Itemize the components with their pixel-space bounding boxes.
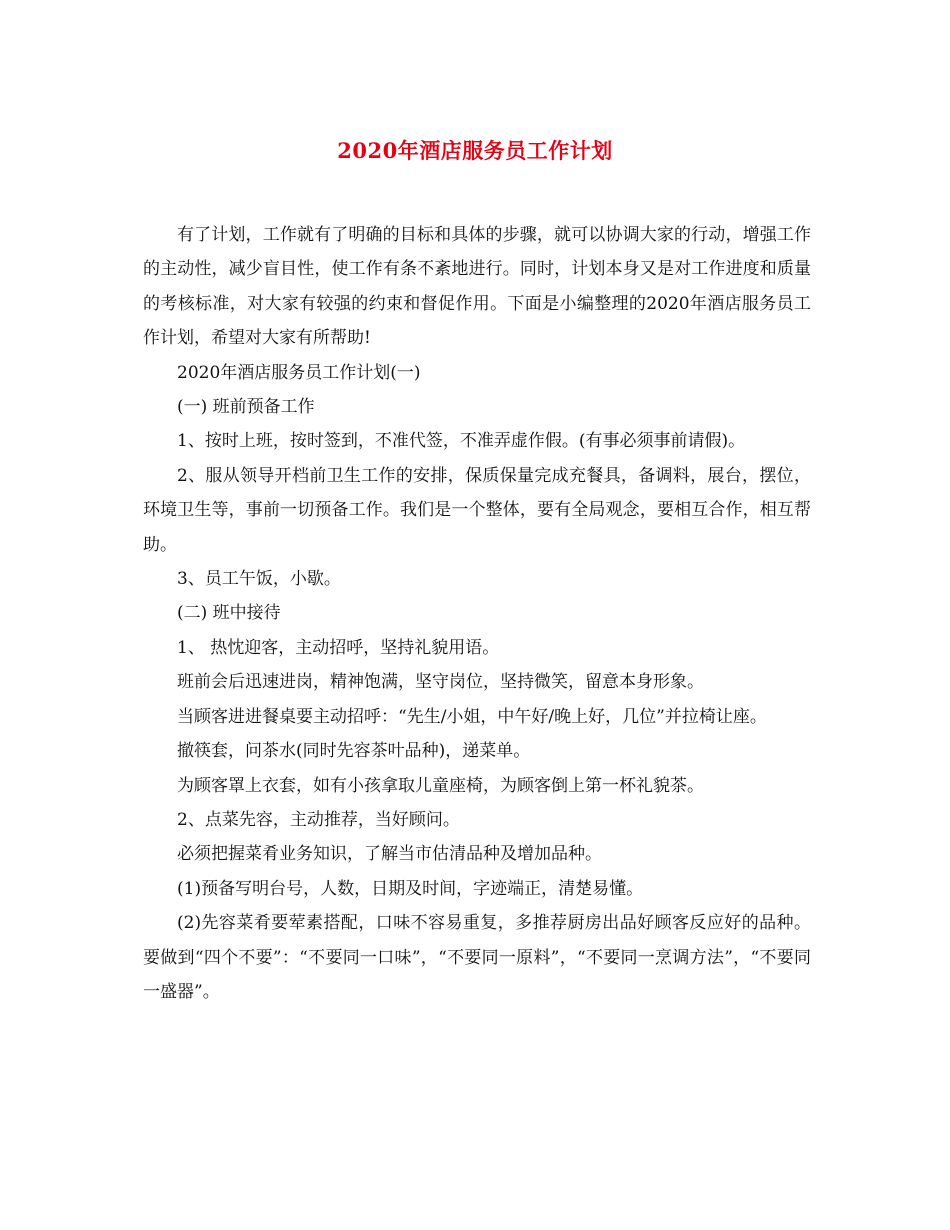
subsection-heading: (二) 班中接待 — [177, 603, 281, 624]
paragraph: 为顾客罩上衣套，如有小孩拿取儿童座椅，为顾客倒上第一杯礼貌茶。 — [177, 775, 704, 796]
paragraph: 班前会后迅速进岗，精神饱满，坚守岗位，坚持微笑，留意本身形象。 — [177, 672, 704, 693]
paragraph: 1、按时上班，按时签到，不准代签，不准弄虚作假。(有事必须事前请假)。 — [177, 431, 746, 452]
paragraph: (1)预备写明台号，人数，日期及时间，字迹端正，清楚易懂。 — [177, 878, 644, 899]
section-heading: 2020年酒店服务员工作计划(一) — [177, 362, 421, 383]
paragraph: (2)先容菜肴要荤素搭配，口味不容易重复，多推荐厨房出品好顾客反应好的品种。要做到“四个不要”：“不要同一口味”，“不要同一原料”，“不要同一烹调方法”，“不要同一盛器”。 — [143, 913, 811, 1002]
document-title: 2020年酒店服务员工作计划 — [337, 138, 613, 163]
paragraph: 1、 热忱迎客，主动招呼，坚持礼貌用语。 — [177, 637, 500, 658]
intro-paragraph: 有了计划，工作就有了明确的目标和具体的步骤，就可以协调大家的行动，增强工作的主动性，减少盲目性，使工作有条不紊地进行。同时，计划本身又是对工作进度和质量的考核标准，对大家有较强的约束和督促作用。下面是小编整理的2020年酒店服务员工作计划，希望对大家有所帮助! — [143, 225, 811, 349]
paragraph: 当顾客进进餐桌要主动招呼：“先生/小姐，中午好/晚上好，几位”并拉椅让座。 — [177, 706, 767, 727]
document-body — [143, 218, 811, 1009]
paragraph: 2、服从领导开档前卫生工作的安排，保质保量完成充餐具，备调料，展台，摆位，环境卫生等，事前一切预备工作。我们是一个整体，要有全局观念，要相互合作，相互帮助。 — [143, 465, 811, 555]
paragraph: 必须把握菜肴业务知识，了解当市估清品种及增加品种。 — [177, 844, 602, 865]
paragraph: 撤筷套，问茶水(同时先容茶叶品种)，递菜单。 — [177, 741, 531, 762]
paragraph: 3、员工午饭，小歇。 — [177, 569, 341, 590]
subsection-heading: (一) 班前预备工作 — [177, 397, 315, 418]
paragraph: 2、点菜先容，主动推荐，当好顾问。 — [177, 809, 460, 830]
